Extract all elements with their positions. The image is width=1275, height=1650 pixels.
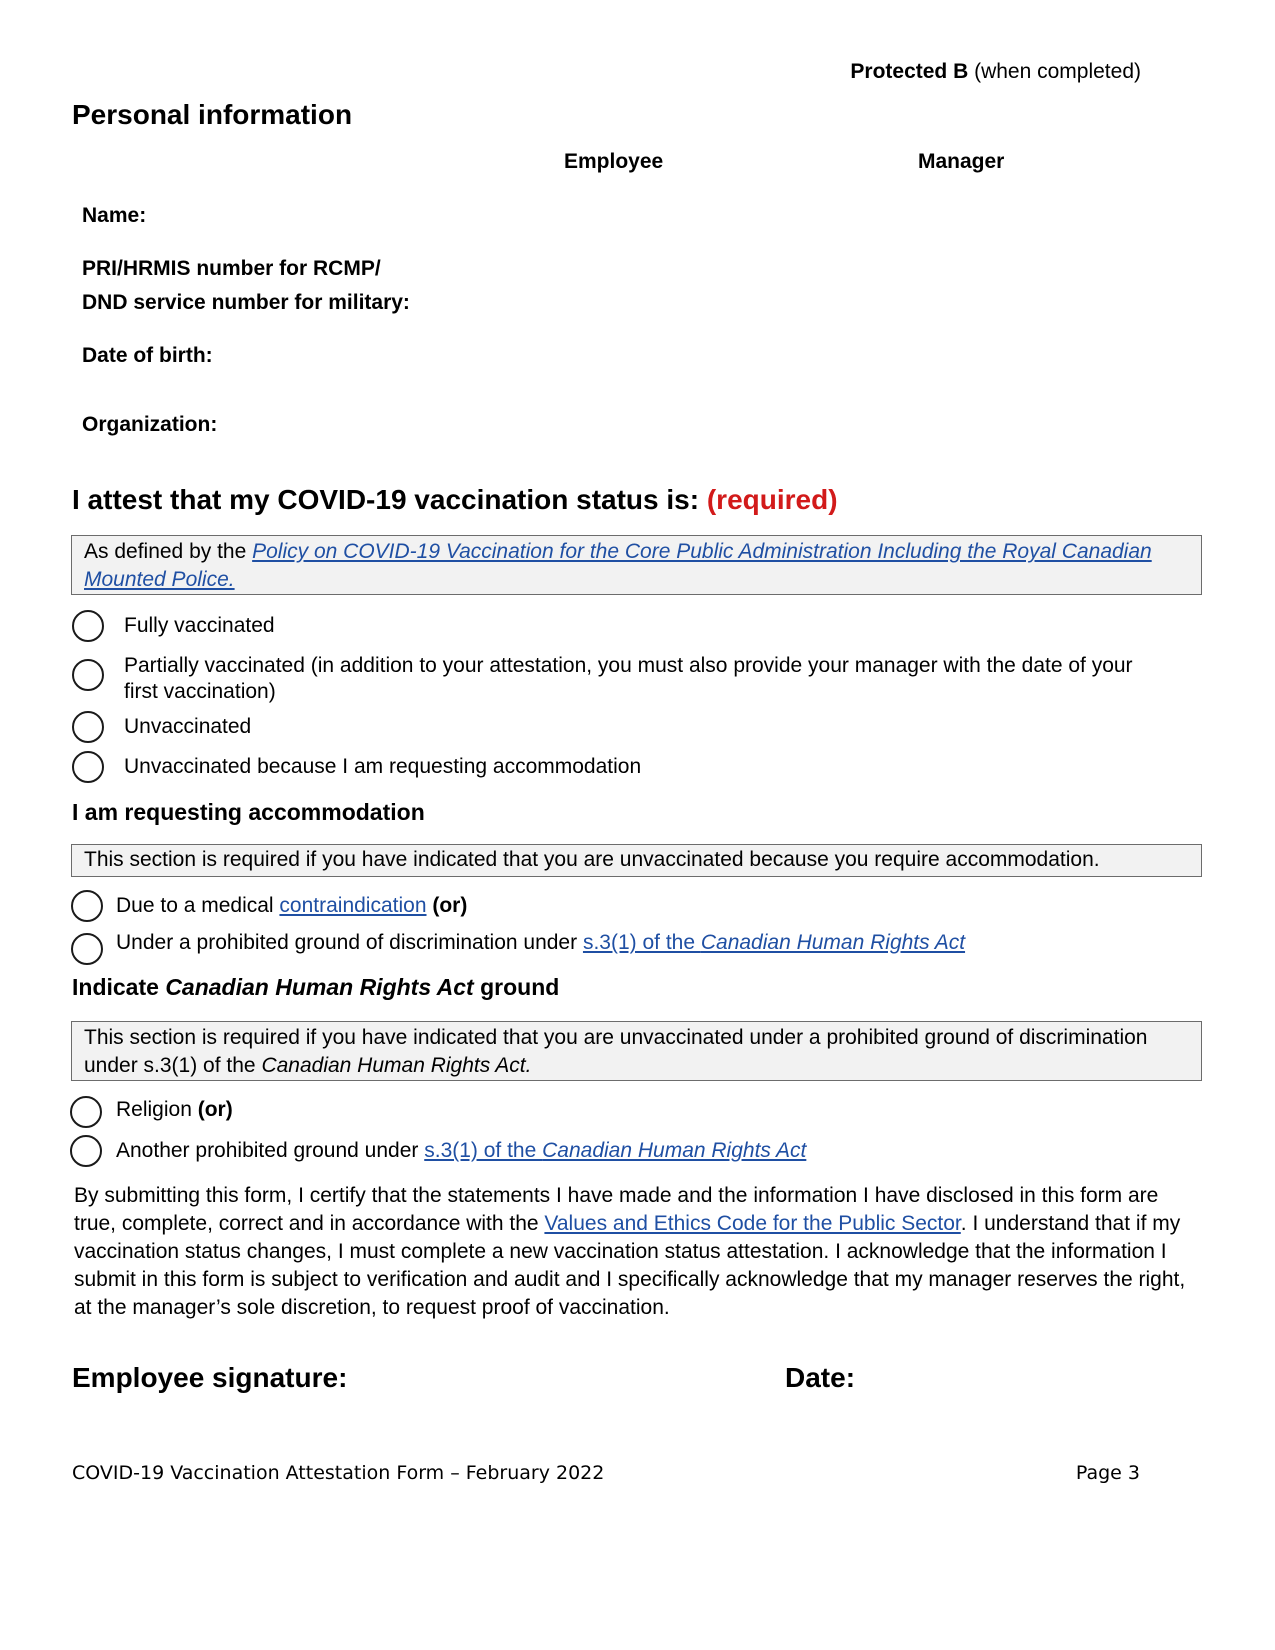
radio-prohibited-ground[interactable] <box>71 930 1201 965</box>
chra-title-c: ground <box>473 974 560 1000</box>
radio-circle[interactable] <box>72 659 104 691</box>
protected-when-completed: (when completed) <box>968 60 1141 83</box>
or-label: (or) <box>197 1098 233 1121</box>
chra-info-a: This section is required if you have indicated that you are unvaccinated under a prohibited ground of discrimination under s.3(1) of the <box>84 1026 1148 1077</box>
protected-b-label: Protected B <box>850 60 969 83</box>
personal-info-title: Personal information <box>72 99 353 130</box>
radio-circle[interactable] <box>70 1096 102 1128</box>
radio-medical-contraindication[interactable] <box>71 890 1201 922</box>
pri-label-line2: DND service number for military: <box>82 291 410 314</box>
radio-another-ground[interactable] <box>70 1135 1200 1167</box>
option-prefix: Due to a medical <box>116 894 280 917</box>
employee-pri-input[interactable] <box>500 286 804 318</box>
option-label <box>116 1138 806 1164</box>
option-label: Unvaccinated because I am requesting accommodation <box>124 755 642 778</box>
chra-link[interactable] <box>424 1139 806 1162</box>
employee-name-input[interactable] <box>500 201 804 233</box>
employee-dob-input[interactable] <box>500 341 804 373</box>
radio-fully-vaccinated[interactable] <box>72 610 1202 642</box>
radio-unvaccinated-accommodation[interactable] <box>72 751 1202 783</box>
attest-title <box>72 484 838 516</box>
attest-title-text: I attest that my COVID-19 vaccination status is: <box>72 484 707 515</box>
chra-link-part1: s.3(1) of the <box>424 1139 543 1162</box>
manager-column-header: Manager <box>918 150 1005 173</box>
option-prefix: Religion <box>116 1098 198 1121</box>
or-label: (or) <box>426 894 468 917</box>
certification-paragraph <box>74 1182 1204 1322</box>
employee-column-header: Employee <box>564 150 664 173</box>
employee-signature-input[interactable] <box>360 1364 764 1396</box>
date-label: Date: <box>785 1362 856 1393</box>
radio-unvaccinated[interactable] <box>72 711 1202 743</box>
chra-info-b: Canadian Human Rights Act. <box>261 1054 532 1077</box>
name-label: Name: <box>82 204 147 227</box>
radio-circle[interactable] <box>72 711 104 743</box>
option-label: Unvaccinated <box>124 715 252 738</box>
contraindication-link[interactable]: contraindication <box>279 894 427 917</box>
certify-text-a: By submitting this form, I certify that the statements I have made and the information I have disclosed in this form are true, complete, correct and in accordance with the <box>74 1184 1159 1235</box>
chra-info-box <box>71 1021 1202 1081</box>
option-label <box>116 893 467 919</box>
radio-partially-vaccinated[interactable] <box>72 653 1152 705</box>
manager-name-input[interactable] <box>850 201 1154 233</box>
radio-circle[interactable] <box>70 1135 102 1167</box>
footer-form-title: COVID-19 Vaccination Attestation Form – February 2022 <box>72 1462 605 1484</box>
chra-link[interactable] <box>583 931 965 954</box>
chra-title-b: Canadian Human Rights Act <box>165 974 474 1000</box>
option-label <box>116 1097 233 1123</box>
pri-label <box>82 252 410 320</box>
radio-circle[interactable] <box>72 610 104 642</box>
option-label: Partially vaccinated (in addition to your attestation, you must also provide your manager with the date of your first vaccination) <box>124 654 1133 703</box>
policy-link[interactable]: Policy on COVID-19 Vaccination for the Core Public Administration Including the Royal Canadian Mounted Police. <box>84 540 1152 591</box>
organization-label: Organization: <box>82 413 218 436</box>
date-input[interactable] <box>865 1364 1169 1396</box>
manager-pri-input[interactable] <box>850 286 1154 318</box>
chra-title-a: Indicate <box>72 974 166 1000</box>
option-label <box>116 930 965 956</box>
certify-text-b: . I understand that if my vaccination status changes, I must complete a new vaccination status attestation. I acknowledge that the information I submit in this form is subject to verification and audit and I specifically acknowledge that my manager reserves the right, at the manager’s sole discretion, to request proof of vaccination. <box>74 1212 1186 1319</box>
dob-label: Date of birth: <box>82 344 213 367</box>
manager-organization-input[interactable] <box>850 410 1154 442</box>
chra-link-part1: s.3(1) of the <box>582 931 701 954</box>
protected-b-notice <box>850 60 1141 84</box>
footer-page-number: Page 3 <box>1075 1462 1140 1484</box>
radio-religion[interactable] <box>70 1096 1200 1128</box>
radio-circle[interactable] <box>72 751 104 783</box>
chra-ground-title <box>72 974 559 1001</box>
option-label: Fully vaccinated <box>124 614 275 637</box>
policy-info-box <box>71 535 1202 595</box>
accommodation-info-box: This section is required if you have indicated that you are unvaccinated because you require accommodation. <box>71 844 1202 877</box>
employee-signature-label: Employee signature: <box>72 1362 348 1393</box>
radio-circle[interactable] <box>71 933 103 965</box>
option-prefix: Another prohibited ground under <box>116 1139 425 1162</box>
option-prefix: Under a prohibited ground of discrimination under <box>116 931 583 954</box>
values-ethics-link[interactable]: Values and Ethics Code for the Public Sector <box>544 1212 961 1235</box>
pri-label-line1: PRI/HRMIS number for RCMP/ <box>82 257 381 280</box>
accommodation-title: I am requesting accommodation <box>72 799 425 825</box>
required-label: (required) <box>706 484 838 515</box>
radio-circle[interactable] <box>71 890 103 922</box>
chra-link-part2: Canadian Human Rights Act <box>700 931 966 954</box>
employee-organization-input[interactable] <box>500 410 804 442</box>
chra-link-part2: Canadian Human Rights Act <box>542 1139 807 1162</box>
policy-info-prefix: As defined by the <box>84 540 253 563</box>
